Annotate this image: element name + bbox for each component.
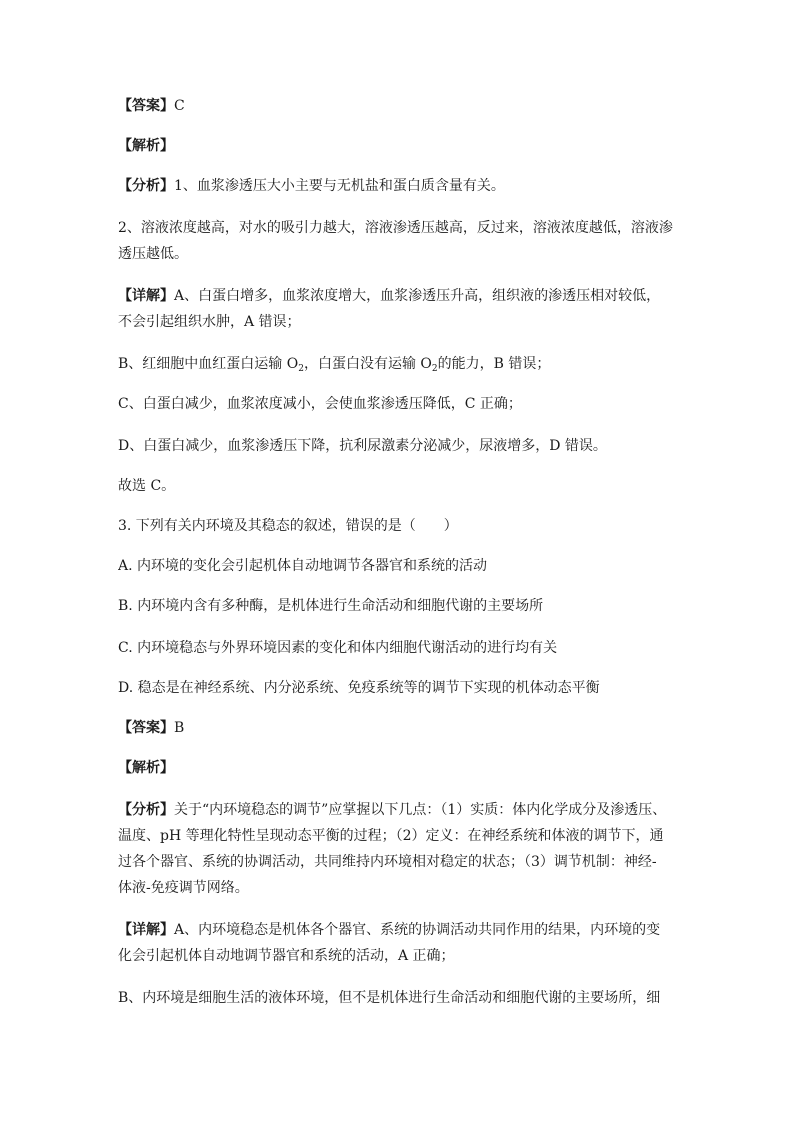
detail-b-subscript-1: 2 [298,364,304,374]
detail-d-text: D、白蛋白减少，血浆渗透压下降，抗利尿激素分泌减少，尿液增多，D 错误。 [118,438,607,454]
detail-b-part-1: B、红细胞中血红蛋白运输 O [118,356,299,372]
fenxi2-text-3: 过各个器官、系统的协调活动，共同维持内环境相对稳定的状态；（3）调节机制：神经- [118,854,657,870]
analysis-heading-2 [118,758,698,778]
option-a-text: A. 内环境的变化会引起机体自动地调节各器官和系统的活动 [118,558,488,574]
detail-tag-2: 【详解】 [118,922,174,938]
option-a [118,556,698,576]
point2-line-2 [118,244,698,264]
detail2-b-text-1: B、内环境是细胞生活的液体环境，但不是机体进行生命活动和细胞代谢的主要场所，细 [118,990,661,1006]
option-d-text: D. 稳态是在神经系统、内分泌系统、免疫系统等的调节下实现的机体动态平衡 [118,680,600,696]
detail-a-line-2 [118,312,698,332]
detail-a-text-1: A、白蛋白增多，血浆浓度增大，血浆渗透压升高，组织液的渗透压相对较低， [174,288,661,304]
detail-c-text: C、白蛋白减少，血浆浓度减小，会使血浆渗透压降低，C 正确； [118,396,522,412]
detail-d-line [118,436,698,456]
question-stem-text: 3. 下列有关内环境及其稳态的叙述，错误的是（ ） [118,518,458,534]
option-d [118,678,698,698]
detail-c-line [118,394,698,414]
detail2-a-line-1 [118,920,698,940]
detail-b-subscript-2: 2 [431,364,438,374]
detail-b-line [118,354,698,379]
detail2-b-line-1 [118,988,698,1008]
detail2-a-text-2: 化会引起机体自动地调节器官和系统的活动，A 正确； [118,948,455,964]
option-c-text: C. 内环境稳态与外界环境因素的变化和体内细胞代谢活动的进行均有关 [118,640,558,656]
answer-value-2: B [174,720,185,736]
answer-value: C [174,98,185,114]
option-b-text: B. 内环境内含有多种酶，是机体进行生命活动和细胞代谢的主要场所 [118,598,544,614]
option-c [118,638,698,658]
analysis-tag-2: 【解析】 [118,760,174,776]
point2-text-2: 透压越低。 [118,246,188,262]
detail-b-part-2: ，白蛋白没有运输 O [303,356,432,372]
fenxi-text: 1、血浆渗透压大小主要与无机盐和蛋白质含量有关。 [174,178,505,194]
fenxi2-text-4: 体液-免疫调节网络。 [118,880,249,896]
conclusion-text: 故选 C。 [118,478,176,494]
fenxi-tag-2: 【分析】 [118,802,174,818]
option-b [118,596,698,616]
fenxi2-line-2 [118,826,698,846]
detail2-a-line-2 [118,946,698,966]
answer-line-2 [118,718,698,738]
detail-a-text-2: 不会引起组织水肿，A 错误； [118,314,301,330]
detail2-a-text-1: A、内环境稳态是机体各个器官、系统的协调活动共同作用的结果，内环境的变 [174,922,661,938]
detail-a-line-1 [118,286,698,306]
point2-line-1 [118,218,698,238]
detail-b-part-3: 的能力，B 错误； [437,356,551,372]
answer-tag: 【答案】 [118,98,174,114]
fenxi2-text-1: 关于“内环境稳态的调节”应掌握以下几点：（1）实质：体内化学成分及渗透压、 [174,802,667,818]
point2-text-1: 2、溶液浓度越高，对水的吸引力越大，溶液渗透压越高，反过来，溶液浓度越低，溶液渗 [118,220,673,236]
fenxi-tag: 【分析】 [118,178,174,194]
question-stem [118,516,698,536]
answer-tag-2: 【答案】 [118,720,174,736]
detail-tag: 【详解】 [118,288,174,304]
answer-line-1 [118,96,698,116]
conclusion-line [118,476,698,496]
fenxi2-line-1 [118,800,698,820]
analysis-tag: 【解析】 [118,138,174,154]
fenxi2-line-4 [118,878,698,898]
fenxi2-text-2: 温度、pH 等理化特性呈现动态平衡的过程；（2）定义：在神经系统和体液的调节下，通 [118,828,664,844]
fenxi-line-1 [118,176,698,196]
fenxi2-line-3 [118,852,698,872]
analysis-heading-1 [118,136,698,156]
